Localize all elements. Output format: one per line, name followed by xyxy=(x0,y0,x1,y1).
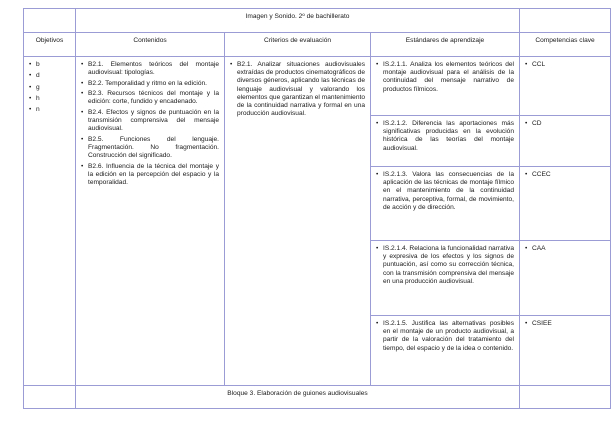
header-criterios: Criterios de evaluación xyxy=(225,33,371,57)
objetivo-item: • g xyxy=(29,84,70,92)
estandar-text: • IS.2.1.1. Analiza los elementos teóricos del montaje audiovisual para el análisis de la continuidad del mensaje narrativo de productos fílmicos. xyxy=(376,61,514,94)
estandar-cell xyxy=(371,241,520,316)
footer-left-empty-cell xyxy=(24,386,76,409)
competencia-cell xyxy=(520,241,611,316)
footer-block-title: Bloque 3. Elaboración de guiones audiovisuales xyxy=(76,386,520,409)
estandar-text: • IS.2.1.4. Relaciona la funcionalidad narrativa y expresiva de los efectos y los signos de puntuación, así como su corrección técnica, con la transmisión comprensiva del mensaje en una producción audiovisual. xyxy=(376,245,514,286)
objetivos-list xyxy=(29,61,70,114)
competencia-text: • CD xyxy=(525,120,605,128)
contenidos-cell xyxy=(76,57,225,386)
header-objetivos: Objetivos xyxy=(24,33,76,57)
title-left-empty-cell xyxy=(24,9,76,33)
curriculum-table xyxy=(23,8,611,409)
estandar-text: • IS.2.1.2. Diferencia las aportaciones más significativas producidas en la evolución histórica de las teorías del montaje audiovisual. xyxy=(376,120,514,153)
contenido-item: • B2.3. Recursos técnicos del montaje y la edición: corte, fundido y encadenado. xyxy=(81,90,219,106)
competencia-cell xyxy=(520,316,611,386)
criterio-text: • B2.1. Analizar situaciones audiovisuales extraídas de productos cinematográficos de diversos géneros, aplicando las técnicas de lenguaje audiovisual y valorando los elementos que garantizan el mantenimiento de la continuidad narrativa y formal en una producción audiovisual. xyxy=(230,61,365,118)
objetivo-item: • d xyxy=(29,72,70,80)
competencia-text: • CCL xyxy=(525,61,605,69)
contenido-item: • B2.5. Funciones del lenguaje. Fragmentación. No fragmentación. Construcción del significado. xyxy=(81,136,219,161)
objetivo-item: • b xyxy=(29,61,70,69)
estandar-cell xyxy=(371,57,520,116)
contenido-item: • B2.4. Efectos y signos de puntuación en la transmisión comprensiva del mensaje audiovisual. xyxy=(81,109,219,134)
estandar-text: • IS.2.1.3. Valora las consecuencias de la aplicación de las técnicas de montaje fílmico en el mantenimiento de la continuidad narrativa, perceptiva, formal, de movimiento, de acción y de dirección. xyxy=(376,171,514,212)
estandar-text: • IS.2.1.5. Justifica las alternativas posibles en el montaje de un producto audiovisual, a partir de la valoración del tratamiento del tiempo, del espacio y de la idea o contenido. xyxy=(376,320,514,353)
criterio-cell xyxy=(225,57,371,386)
competencia-cell xyxy=(520,167,611,241)
header-contenidos: Contenidos xyxy=(76,33,225,57)
contenido-item: • B2.6. Influencia de la técnica del montaje y la edición en la percepción del espacio y la temporalidad. xyxy=(81,163,219,188)
header-competencias: Competencias clave xyxy=(520,33,611,57)
objetivos-cell xyxy=(24,57,76,386)
competencia-text: • CSIEE xyxy=(525,320,605,328)
contenido-item: • B2.2. Temporalidad y ritmo en la edición. xyxy=(81,80,219,88)
footer-right-empty-cell xyxy=(520,386,611,409)
estandar-cell xyxy=(371,316,520,386)
objetivo-item: • h xyxy=(29,95,70,103)
contenidos-list xyxy=(81,61,219,187)
competencia-text: • CAA xyxy=(525,245,605,253)
estandar-cell xyxy=(371,116,520,167)
table-title: Imagen y Sonido. 2º de bachillerato xyxy=(76,9,520,33)
contenido-item: • B2.1. Elementos teóricos del montaje audiovisual: tipologías. xyxy=(81,61,219,77)
competencia-cell xyxy=(520,116,611,167)
objetivo-item: • n xyxy=(29,106,70,114)
title-right-empty-cell xyxy=(520,9,611,33)
estandar-cell xyxy=(371,167,520,241)
header-estandares: Estándares de aprendizaje xyxy=(371,33,520,57)
competencia-cell xyxy=(520,57,611,116)
competencia-text: • CCEC xyxy=(525,171,605,179)
